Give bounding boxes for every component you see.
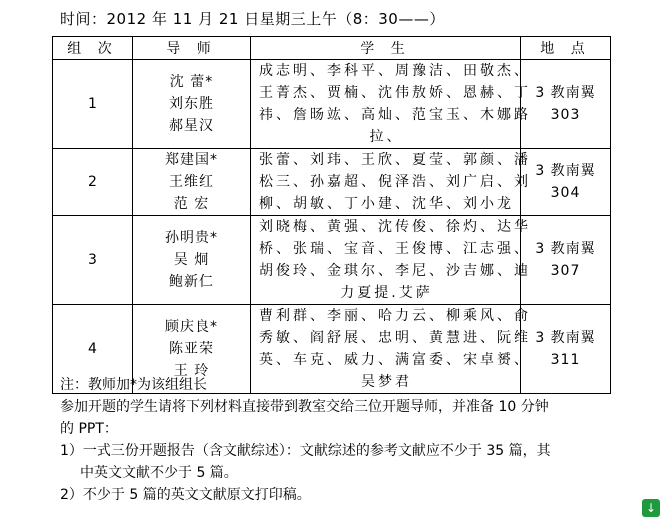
note-line: 2）不少于 5 篇的英文文献原文打印稿。 [60,487,311,503]
download-arrow-icon[interactable]: ↓ [642,499,660,517]
tutor-cell [133,60,251,149]
schedule-time-line: 时间：2012 年 11 月 21 日星期三上午（8：30——） [60,10,445,28]
group-number: 1 [53,60,133,149]
students-line: 英、车克、威力、满富委、宋卓赟、 [259,352,531,368]
table-header-row [53,37,611,60]
students-cell [251,149,531,216]
tutor-name: 吴 炯 [173,252,210,268]
notes-section [60,374,640,506]
place-cell [521,216,611,305]
column-header-group: 组 次 [53,37,133,60]
tutor-name: 郝星汉 [169,118,214,134]
students-line: 张蕾、刘玮、王欣、夏莹、郭颜、潘 [259,152,531,168]
tutor-name: 王维红 [169,174,214,190]
students-line: 桥、张瑞、宝音、王俊博、江志强、 [259,241,531,257]
tutor-name: 顾庆良* [165,319,218,335]
students-cell [251,216,531,305]
table-row [53,60,611,149]
place-line: 303 [550,107,581,123]
tutor-cell [133,216,251,305]
place-line: 3 教南翼 [535,85,596,101]
students-line: 力夏提.艾萨 [340,285,433,301]
place-cell [521,60,611,149]
note-line: 的 PPT： [60,421,118,437]
students-line: 吴梦君 [361,374,412,390]
students-line: 成志明、李科平、周豫洁、田敬杰、 [259,63,531,79]
group-number: 2 [53,149,133,216]
note-line: 参加开题的学生请将下列材料直接带到教室交给三位开题导师，并准备 10 分钟 [60,399,549,415]
students-line: 拉、 [369,129,404,145]
place-line: 3 教南翼 [535,163,596,179]
students-line: 秀敏、阎舒展、忠明、黄慧进、阮维 [259,330,531,346]
place-line: 307 [550,263,581,279]
tutor-name: 鲍新仁 [169,274,214,290]
note-line: 中英文文献不少于 5 篇。 [80,465,238,481]
group-number: 4 [53,305,133,394]
students-line: 松三、孙嘉超、倪泽浩、刘广启、刘 [259,174,531,190]
column-header-students: 学 生 [251,37,521,60]
place-line: 3 教南翼 [535,241,596,257]
students-line: 曹利群、李丽、哈力云、柳乘风、俞 [259,308,531,324]
students-cell [251,60,531,149]
students-line: 王菁杰、贾楠、沈伟敖娇、恩赫、丁 [259,85,531,101]
students-line: 胡俊玲、金琪尔、李尼、沙吉娜、迪 [259,263,531,279]
students-line: 柳、胡敏、丁小建、沈华、刘小龙 [259,196,514,212]
students-line: 祎、詹旸竑、高灿、范宝玉、木娜路 [259,107,531,123]
tutor-name: 范 宏 [173,196,210,212]
tutor-name: 王 玲 [173,363,210,379]
tutor-cell [133,149,251,216]
place-line: 311 [550,352,581,368]
place-line: 3 教南翼 [535,330,596,346]
table-row [53,216,611,305]
tutor-name: 刘东胜 [169,96,214,112]
place-cell [521,149,611,216]
tutor-name: 孙明贵* [165,230,218,246]
column-header-place: 地 点 [521,37,611,60]
column-header-tutor: 导 师 [133,37,251,60]
note-line: 注：教师加*为该组组长 [60,377,207,393]
schedule-table [52,36,611,394]
tutor-name: 陈亚荣 [169,341,214,357]
group-number: 3 [53,216,133,305]
note-line: 1）一式三份开题报告（含文献综述）：文献综述的参考文献应不少于 35 篇，其 [60,443,551,459]
place-line: 304 [550,185,581,201]
tutor-name: 沈 蕾* [169,74,214,90]
table-row [53,149,611,216]
tutor-name: 郑建国* [165,152,218,168]
students-line: 刘晓梅、黄强、沈传俊、徐灼、达华 [259,219,531,235]
